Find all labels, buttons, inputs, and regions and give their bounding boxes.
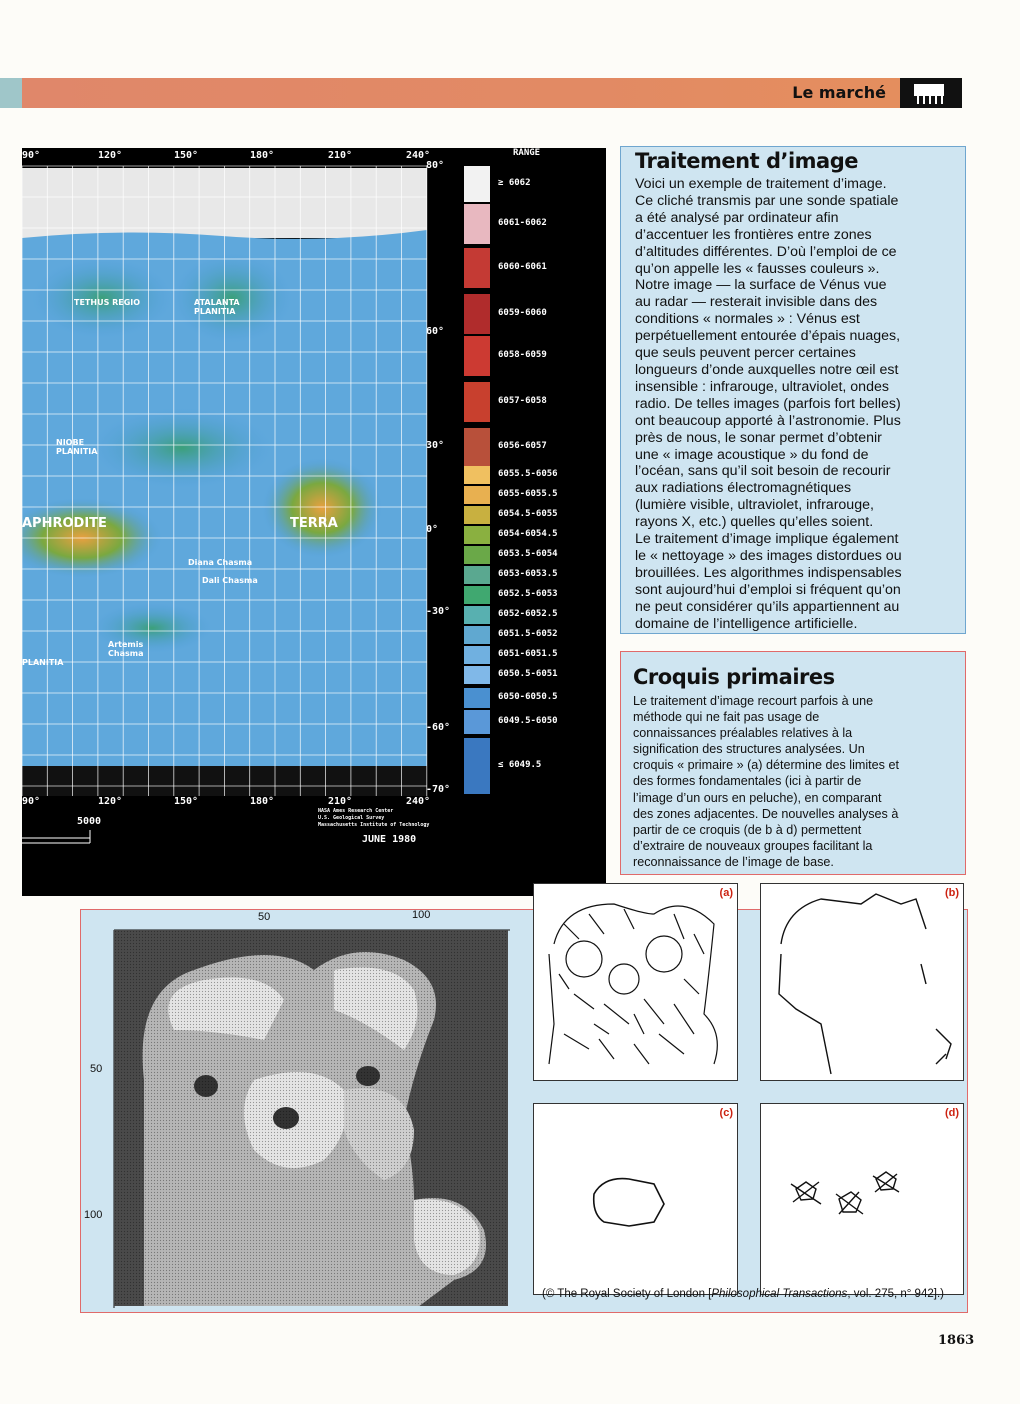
map-lon-top-label: 240° [406,150,431,161]
legend-swatch [464,546,490,564]
copyright-suffix: , vol. 275, n° 942].) [847,1288,944,1300]
legend-swatch [464,166,490,202]
legend-label: ≥ 6062 [498,178,531,188]
map-lon-bottom-label: 120° [98,796,123,807]
venus-radar-map [22,148,606,896]
bear-left-tick-100: 100 [84,1209,103,1221]
map-lon-top-label: 150° [174,150,199,161]
sketch-c-label: (c) [719,1107,733,1119]
legend-swatch [464,566,490,584]
legend-swatch [464,506,490,524]
legend-swatch [464,646,490,664]
legend-label: ≤ 6049.5 [498,760,542,770]
map-credit-2: U.S. Geological Survey [318,815,385,821]
legend-label: 6053.5-6054 [498,549,558,559]
box1-body: Voici un exemple de traitement d’image. Ce cliché transmis par une sonde spatiale a été analysé par ordinateur afin d’accentuer les frontières entre zones d’altitudes différentes. D’où l’emploi de ce qu’on appelle les « fausses couleurs ». Notre image — la surface de Vénus vue au radar — resterait invisible dans des conditions « normales » : Vénus est perpétuellement entourée d’épais nuages, que seuls peuvent percer certaines longueurs d’onde auxquelles notre œil est insensible : infrarouge, ultraviolet, ondes radio. De telles images (parfois fort belles) ont beaucoup apporté à l’astronomie. Plus près de nous, le sonar permet d’obtenir une « image acoustique » du fond de l’océan, sans qu’il soit besoin de recourir aux radiations électromagnétiques (lumière visible, ultraviolet, infrarouge, rayons X, etc.) quelles qu’elles soient. Le traitement d’image implique également le « nettoyage » des images distordues ou brouillées. Les algorithmes indispensables sont aujourd’hui d’emploi si fréquent qu’on ne peut considérer qu’ils appartiennent au domaine de l’intelligence artificielle. [635,176,902,632]
map-lat-label: 80° [426,160,445,171]
legend-label: 6057-6058 [498,396,547,406]
map-lon-top-label: 90° [22,150,41,161]
legend-swatch [464,294,490,334]
box1-title: Traitement d’image [635,149,858,173]
legend-label: 6055-6055.5 [498,489,558,499]
box2-body: Le traitement d’image recourt parfois à une méthode qui ne fait pas usage de connaissances préalables relatives à la signification des structures analysées. Un croquis « primaire » (a) détermine des limites et des formes fondamentales (ici à partir de l’image d’un ours en peluche), en comparant des zones adjacentes. De nouvelles analyses à partir de ce croquis (de b à d) permettent d’extraire de nouveaux groupes facilitant la reconnaissance de l’image de base. [633,694,899,869]
copyright-prefix: (© The Royal Society of London [ [542,1288,712,1300]
map-region-label: ATALANTA PLANITIA [194,298,240,316]
map-lat-label: -70° [426,784,451,795]
box2-title: Croquis primaires [633,665,835,689]
map-credit-3: Massachusetts Institute of Technology [318,822,430,828]
legend-label: 6059-6060 [498,308,547,318]
legend-swatch [464,336,490,376]
legend-label: 6054-6054.5 [498,529,558,539]
legend-label: 6051.5-6052 [498,629,558,639]
legend-swatch [464,428,490,466]
legend-swatch [464,738,490,794]
legend-swatch [464,606,490,624]
map-lat-label: -30° [426,606,451,617]
map-lat-label: 30° [426,440,445,451]
map-lon-top-label: 210° [328,150,353,161]
copyright-italic: Philosophical Transactions [711,1288,848,1300]
sketch-a [533,883,738,1081]
map-lon-bottom-label: 150° [174,796,199,807]
legend-swatch [464,486,490,504]
map-lon-bottom-label: 180° [250,796,275,807]
legend-label: 6060-6061 [498,262,547,272]
legend-label: 6049.5-6050 [498,716,558,726]
legend-swatch [464,204,490,244]
section-title: Le marché [792,83,886,102]
map-lat-label: 0° [426,524,439,535]
legend-label: 6050.5-6051 [498,669,558,679]
page-number: 1863 [938,1333,975,1348]
traitement-box [620,146,966,634]
legend-swatch [464,666,490,684]
sketch-d [760,1103,964,1295]
legend-label: 6052-6052.5 [498,609,558,619]
legend-swatch [464,688,490,708]
bear-top-tick-50: 50 [258,911,271,923]
map-credit-1: NASA Ames Research Center [318,808,394,814]
map-region-label: APHRODITE [22,516,107,531]
legend-swatch [464,626,490,644]
map-lat-label: 60° [426,326,445,337]
legend-label: 6056-6057 [498,441,547,451]
sketch-b-label: (b) [944,887,959,899]
map-lon-top-label: 120° [98,150,123,161]
legend-label: 6052.5-6053 [498,589,558,599]
legend-swatch [464,248,490,288]
map-lon-bottom-label: 240° [406,796,431,807]
sketch-d-label: (d) [944,1107,959,1119]
map-lon-top-label: 180° [250,150,275,161]
legend-label: 6053-6053.5 [498,569,558,579]
map-region-label: NIOBE PLANITIA [56,438,98,456]
croquis-box [620,651,966,875]
legend-swatch [464,466,490,484]
bear-left-tick-50: 50 [90,1063,103,1075]
map-region-label: Diana Chasma [188,558,253,567]
map-lat-label: -60° [426,722,451,733]
header-left-strip [0,78,22,108]
map-region-label: Dali Chasma [202,576,258,585]
legend-label: 6054.5-6055 [498,509,558,519]
teddy-bear-image [114,930,508,1306]
legend-label: 6061-6062 [498,218,547,228]
map-lon-bottom-label: 90° [22,796,41,807]
legend-swatch [464,382,490,422]
copyright-line [542,1288,944,1300]
legend-label: 6051-6051.5 [498,649,558,659]
legend-swatch [464,526,490,544]
map-lon-bottom-label: 210° [328,796,353,807]
legend-label: 6055.5-6056 [498,469,558,479]
map-region-label: PLANITIA [22,658,64,667]
legend-title: RANGE [513,148,541,158]
legend-swatch [464,586,490,604]
sketch-b [760,883,964,1081]
map-region-label: TETHUS REGIO [74,298,141,307]
legend-label: 6050-6050.5 [498,692,558,702]
sketch-a-label: (a) [719,887,733,899]
microchip-icon [900,78,962,108]
legend-label: 6058-6059 [498,350,547,360]
legend-swatch [464,710,490,734]
map-region-label: Artemis Chasma [108,640,144,658]
sketch-c [533,1103,738,1295]
map-region-label: TERRA [290,516,338,531]
map-scale: 5000 [77,816,102,827]
bear-top-tick-100: 100 [412,909,431,921]
map-date: JUNE 1980 [362,834,417,845]
